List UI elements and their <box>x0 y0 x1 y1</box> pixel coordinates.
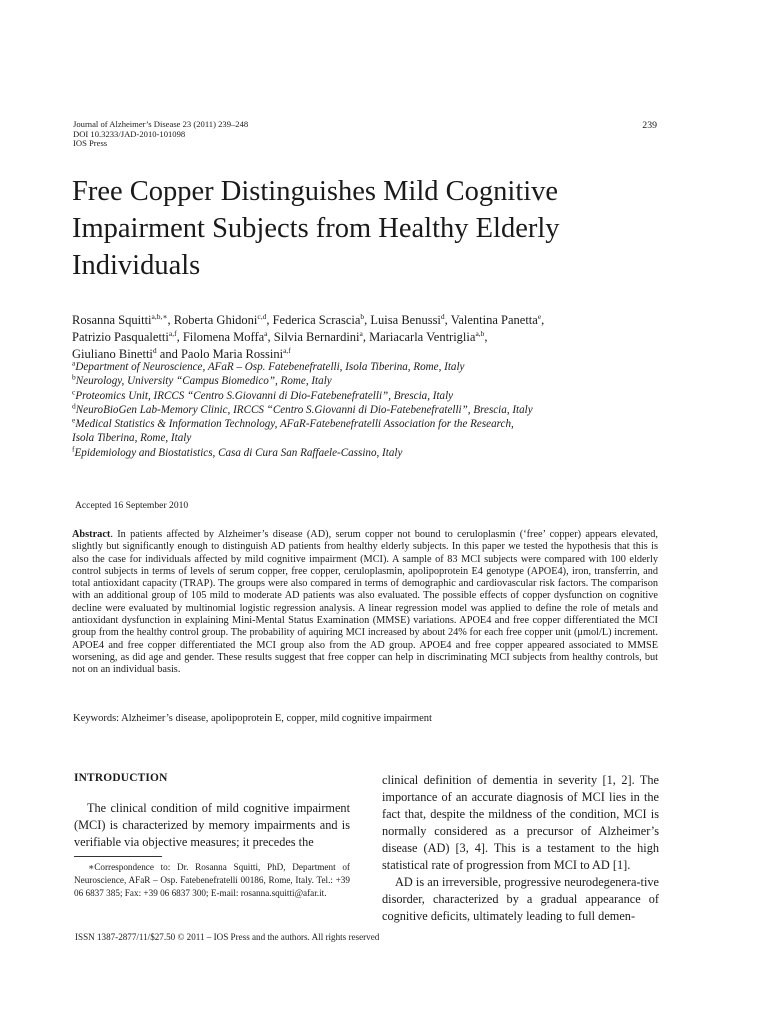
footnote-rule <box>74 856 162 857</box>
abstract-text: . In patients affected by Alzheimer’s disease (AD), serum copper not bound to ceruloplasmin (‘free’ copper) appears elevated, slightly but significantly enough to distinguish AD patients from healthy elderly subjects. In this paper we tested the hypothesis that this is also the case for individuals affected by mild cognitive impairment (MCI). A sample of 83 MCI subjects were compared with 100 elderly control subjects in terms of levels of serum copper, free copper, ceruloplasmin, apolipoprotein E4 genotype (APOE4), iron, transferrin, and total antioxidant capacity (TRAP). The groups were also compared in terms of demographic and cardiovascular risk factors. The comparison with an additional group of 105 mild to moderate AD patients was also evaluated. The possible effects of copper dysfunction on cognitive decline were evaluated by multinomial logistic regression analysis. A linear regression model was applied to define the role of metals and antioxidant dysfunction in explaining Mini-Mental Status Examination (MMSE) variations. APOE4 and free copper differentiated the MCI group from the healthy control group. The probability of aquiring MCI increased by about 24% for each free copper unit (μmol/L) increment. APOE4 and free copper differentiated the MCI group also from the AD group. APOE4 and free copper appeared associated to MMSE worsening, as did age and gender. These results suggest that free copper can help in discriminating MCI subjects from healthy controls, but not on an individual basis. <box>72 529 658 676</box>
author-affiliation-mark: d <box>440 311 445 321</box>
affiliation-mark: a <box>72 358 76 368</box>
author-affiliation-mark: a,b,∗ <box>151 311 168 321</box>
abstract-label: Abstract <box>72 529 111 540</box>
author-separator: , <box>444 313 451 327</box>
author-affiliation-mark: c,d <box>257 311 267 321</box>
abstract <box>72 529 658 677</box>
affiliation-text: Department of Neuroscience, AFaR – Osp. Fatebenefratelli, Isola Tiberina, Rome, Italy <box>75 361 465 373</box>
affiliation-item <box>72 386 672 403</box>
affiliation-item <box>72 446 672 460</box>
author-affiliation-mark: e <box>537 311 542 321</box>
affiliation-text: Epidemiology and Biostatistics, Casa di Cura San Raffaele-Cassino, Italy <box>74 446 403 459</box>
affiliation-item <box>72 360 672 374</box>
affiliation-text: NeuroBioGen Lab-Memory Clinic, IRCCS “Centro S.Giovanni di Dio-Fatebenefratelli”, Brescia, Italy <box>75 403 533 416</box>
journal-header <box>73 120 248 149</box>
author-separator: , <box>266 313 273 327</box>
right-column <box>382 772 659 925</box>
page-number: 239 <box>642 120 657 131</box>
affiliation-mark: b <box>72 372 76 382</box>
affiliation-item <box>72 431 672 445</box>
author-name: Paolo Maria Rossini <box>180 347 284 361</box>
affiliation-mark: e <box>72 415 76 425</box>
intro-paragraph-continued: clinical definition of dementia in severity [1, 2]. The importance of an accurate diagnosis of MCI lies in the fact that, despite the mildness of the condition, MCI is normally considered as a precursor of Alzheimer’s disease (AD) [3, 4]. This is a testament to the high statistical rate of progression from MCI to AD [1]. <box>382 773 659 872</box>
author-affiliation-mark: a <box>264 328 268 338</box>
author-name: Giuliano Binetti <box>72 347 153 361</box>
doi-line: DOI 10.3233/JAD-2010-101098 <box>73 128 186 139</box>
affiliation-mark: d <box>72 401 76 411</box>
affiliation-mark: c <box>72 386 76 396</box>
left-column <box>74 772 350 900</box>
author-name: Silvia Bernardini <box>273 330 360 344</box>
author-separator: and <box>156 347 181 361</box>
author-name: Patrizio Pasqualetti <box>72 330 169 344</box>
author-affiliation-mark: a <box>359 328 363 338</box>
affiliation-item <box>72 417 672 431</box>
correspondence-footnote: ∗Correspondence to: Dr. Rosanna Squitti, PhD, Department of Neuroscience, AFaR – Osp. Fatebenefratelli 00186, Rome, Italy. Tel.: +39 06 6837 385; Fax: +39 06 6837 300; E-mail: rosanna.squitti@afar.it. <box>74 862 350 898</box>
section-heading-introduction: INTRODUCTION <box>74 772 168 784</box>
issn-copyright-line: ISSN 1387-2877/11/$27.50 © 2011 – IOS Press and the authors. All rights reserved <box>75 932 380 942</box>
author-separator: , <box>364 313 371 327</box>
affiliation-mark: f <box>72 444 75 454</box>
author-name: Mariacarla Ventriglia <box>369 330 476 344</box>
affiliation-text: Isola Tiberina, Rome, Italy <box>72 432 192 445</box>
author-list <box>72 312 662 363</box>
author-name: Rosanna Squitti <box>72 313 152 327</box>
accepted-date: Accepted 16 September 2010 <box>75 500 189 511</box>
author-name: Filomena Moffa <box>182 330 265 344</box>
author-name: Federica Scrascia <box>272 313 361 327</box>
publisher-line: IOS Press <box>73 138 108 149</box>
author-separator: , <box>167 313 174 327</box>
author-separator: , <box>267 330 274 344</box>
affiliation-item <box>72 374 672 388</box>
keywords: Keywords: Alzheimer’s disease, apolipoprotein E, copper, mild cognitive impairment <box>73 713 432 724</box>
author-affiliation-mark: a,f <box>283 345 291 355</box>
author-name: Valentina Panetta <box>450 313 538 327</box>
author-separator: , <box>484 330 488 344</box>
author-separator: , <box>362 330 370 344</box>
author-name: Roberta Ghidoni <box>173 313 258 327</box>
author-separator: , <box>176 330 183 344</box>
author-affiliation-mark: a,f <box>168 328 177 338</box>
author-affiliation-mark: d <box>152 345 157 355</box>
affiliation-text: Neurology, University “Campus Biomedico”, Rome, Italy <box>75 375 332 388</box>
affiliation-text: Medical Statistics & Information Technology, AFaR-Fatebenefratelli Association for the Research, <box>75 418 514 431</box>
intro-paragraph-1: The clinical condition of mild cognitive impairment (MCI) is characterized by memory impairments and is verifiable via objective measures; it precedes the <box>74 801 350 849</box>
author-affiliation-mark: b <box>360 311 365 321</box>
author-affiliation-mark: a,b <box>475 328 485 338</box>
affiliation-text: Proteomics Unit, IRCCS “Centro S.Giovanni di Dio-Fatebenefratelli”, Brescia, Italy <box>75 389 454 402</box>
author-separator: , <box>541 313 545 327</box>
intro-paragraph-2: AD is an irreversible, progressive neurodegenera-tive disorder, characterized by a gradual appearance of cognitive deficits, ultimately leading to full demen- <box>382 875 659 923</box>
journal-citation: Journal of Alzheimer’s Disease 23 (2011) 239–248 <box>73 119 249 129</box>
affiliation-item <box>72 403 672 417</box>
paper-title: Free Copper Distinguishes Mild Cognitive Impairment Subjects from Healthy Elderly Individuals <box>72 176 560 281</box>
author-name: Luisa Benussi <box>370 313 441 327</box>
affiliation-list <box>72 360 672 460</box>
